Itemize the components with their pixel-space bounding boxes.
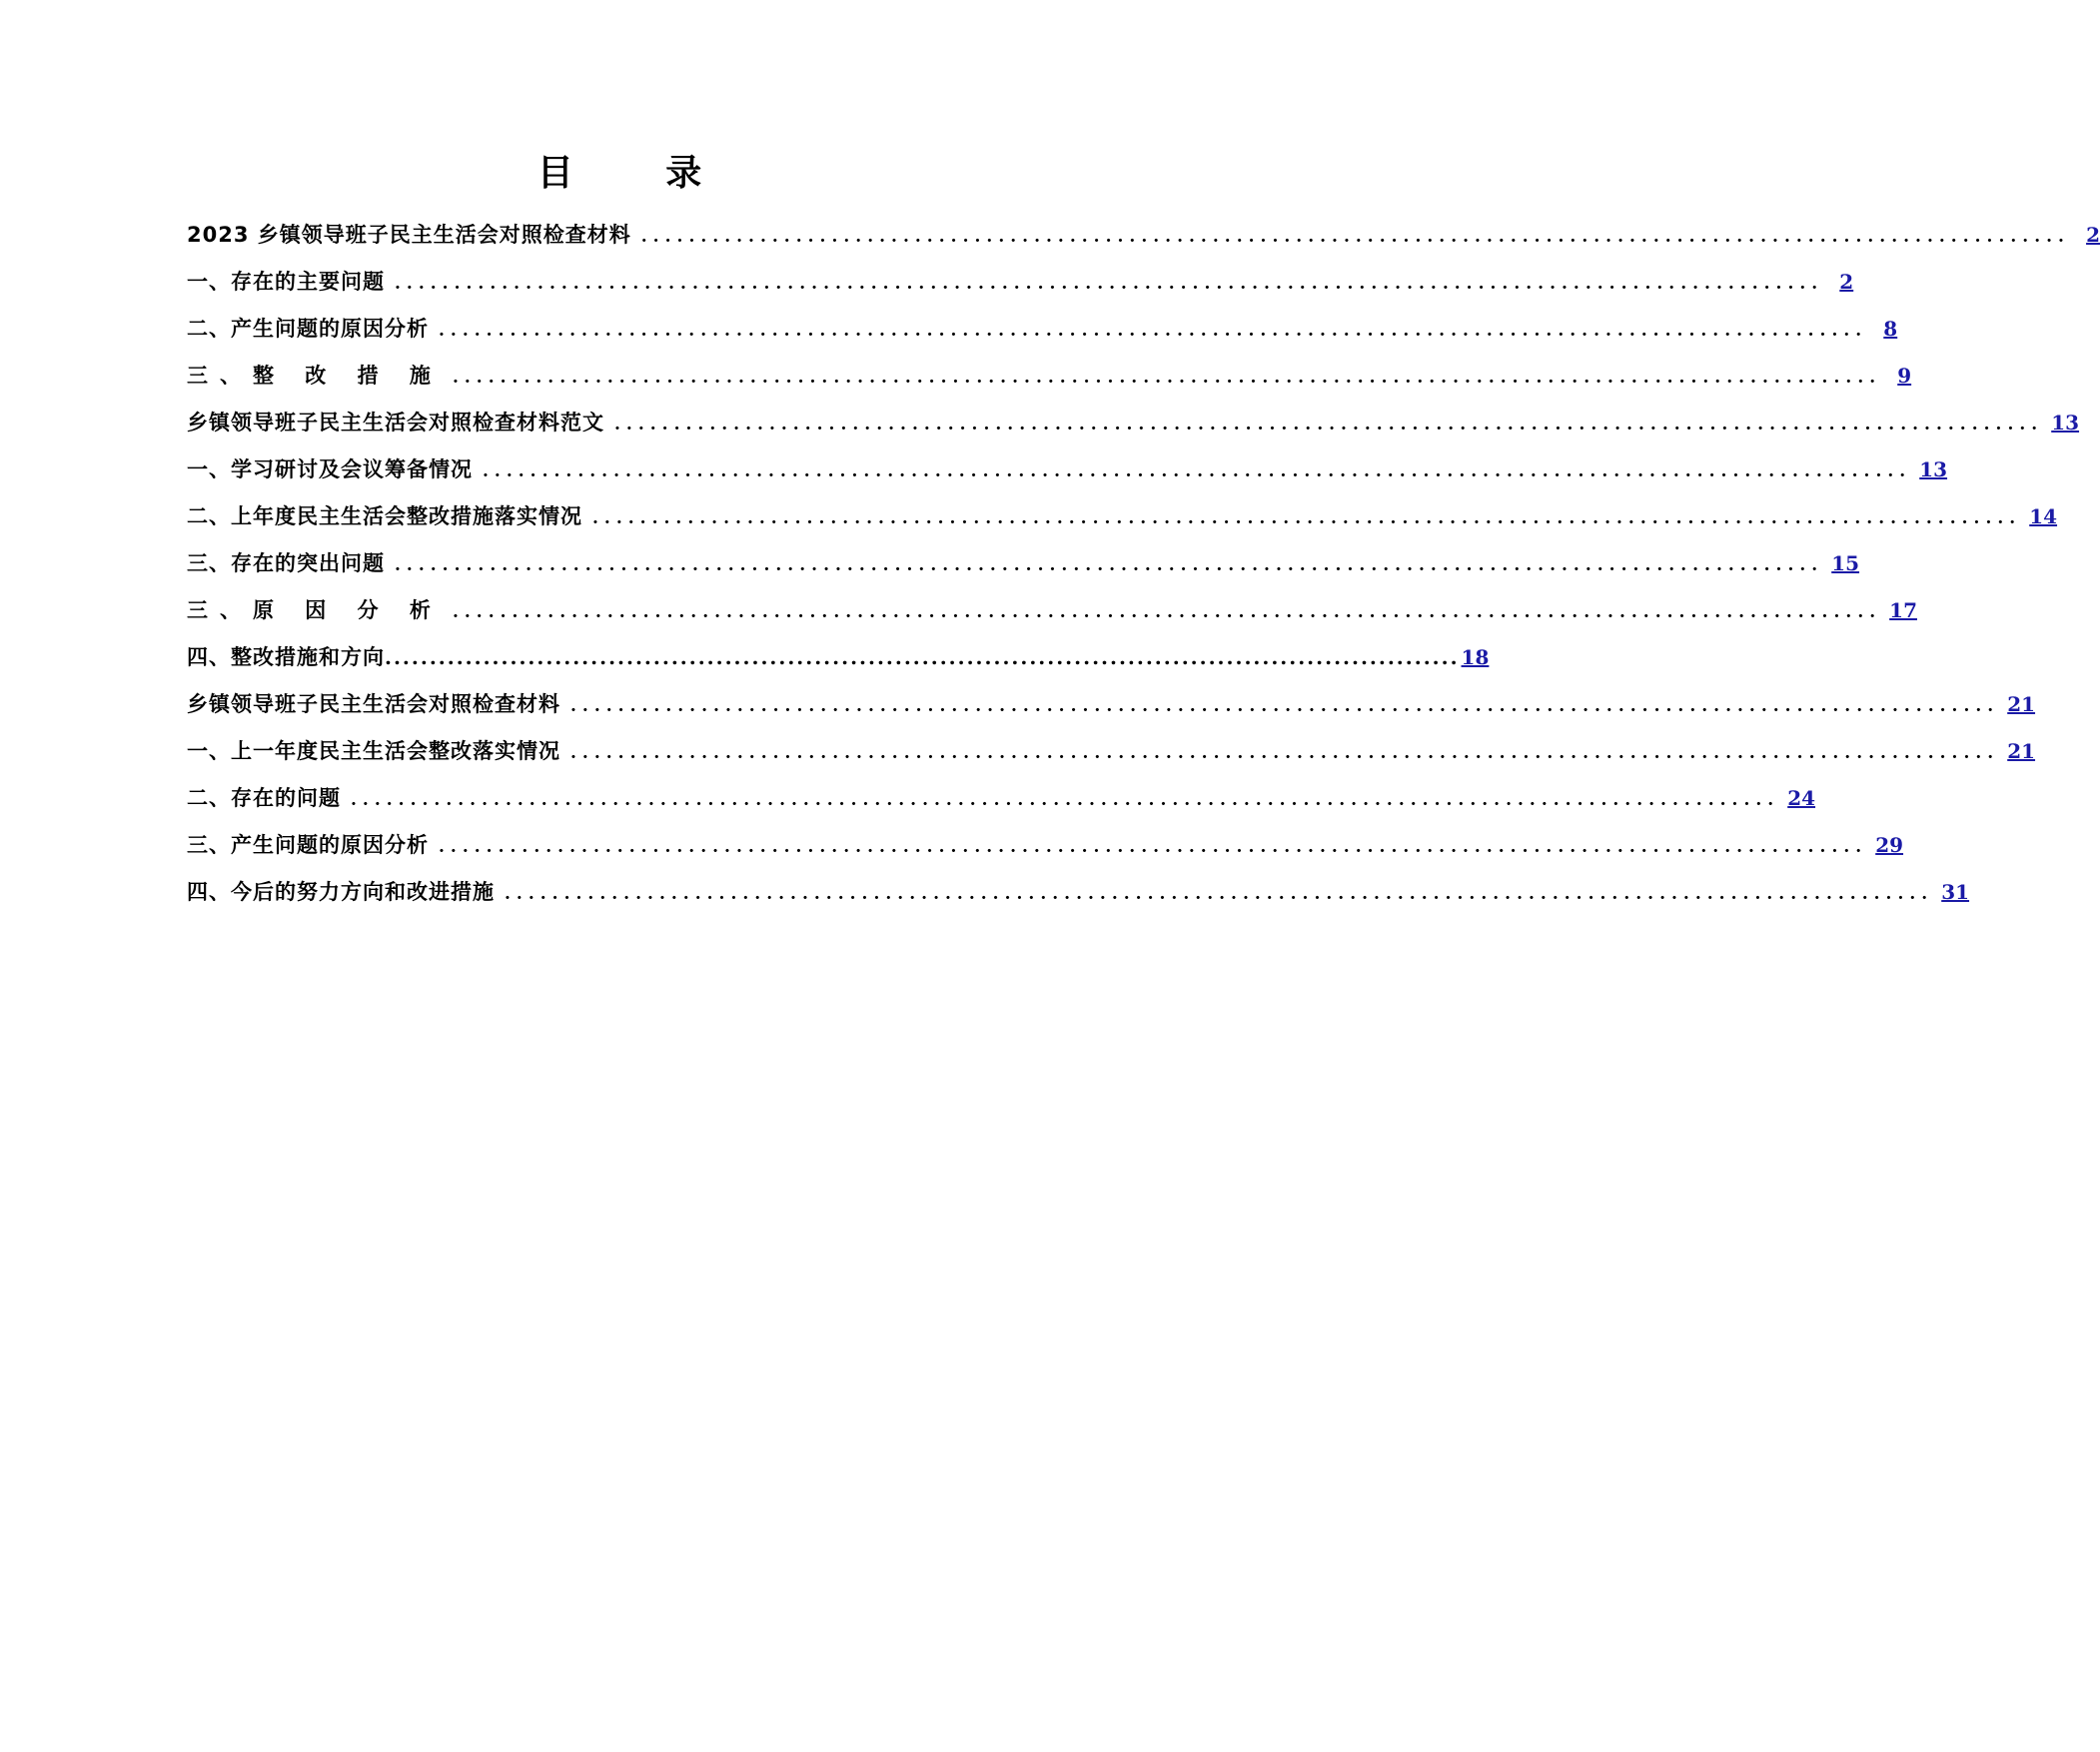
toc-entry-text: 四、整改措施和方向 [187,645,385,669]
toc-entry-text: 三、原 因 分 析 [187,598,443,622]
toc-entry-text: 三、存在的突出问题 [187,551,385,575]
toc-leader-dots: ........................................................................................................................ [592,508,2022,528]
toc-entry-text: 三、产生问题的原因分析 [187,833,429,857]
toc-entry-text: 一、存在的主要问题 [187,270,385,294]
toc-leader-dots: ........................................................................................................................ [483,461,1912,481]
toc-entry[interactable] [187,822,1904,869]
toc-page-link[interactable]: 29 [1875,833,1904,857]
toc-leader-dots: ........................................................................................................................ [570,696,2000,716]
toc-entry[interactable] [187,869,1970,916]
toc-page-link[interactable]: 14 [2029,504,2058,528]
toc-entry[interactable] [187,259,1854,306]
toc-entry[interactable] [187,728,2036,775]
toc-page-link[interactable]: 21 [2007,692,2036,716]
toc-entry-text: 乡镇领导班子民主生活会对照检查材料 [187,692,560,716]
toc-entry[interactable] [187,400,2080,446]
toc-leader-dots: ........................................................................................................................ [505,884,1934,904]
toc-leader-dots: ........................................................................................................................ [439,321,1868,341]
toc-entry-text: 乡镇领导班子民主生活会对照检查材料范文 [187,411,604,435]
toc-entry[interactable] [187,446,1948,493]
toc-title: 目 录 [536,153,742,194]
toc-entry-text: 四、今后的努力方向和改进措施 [187,880,495,904]
toc-leader-dots: ........................................................................................................................ [452,602,1882,622]
toc-page-link[interactable]: 2 [1839,270,1854,294]
toc-page-link[interactable]: 13 [1919,457,1948,481]
toc-entry-text: 二、上年度民主生活会整改措施落实情况 [187,504,582,528]
toc-entry-text: 一、学习研讨及会议筹备情况 [187,457,473,481]
toc-entry-text: 一、上一年度民主生活会整改落实情况 [187,739,560,763]
toc-page-link[interactable]: 13 [2051,411,2080,435]
toc-leader-dots: ........................................................................................................................ [640,227,2070,247]
toc-entry-text: 二、产生问题的原因分析 [187,317,429,341]
toc-page-link[interactable]: 31 [1941,880,1970,904]
toc-page-link[interactable]: 8 [1883,317,1898,341]
toc-leader-dots: ........................................................................................................................ [385,645,1460,669]
toc-page-link[interactable]: 18 [1461,645,1490,669]
toc-entry[interactable] [187,493,2058,540]
toc-page-link[interactable]: 15 [1831,551,1860,575]
toc-list [187,212,2100,916]
toc-entry-text: 二、存在的问题 [187,786,341,810]
toc-leader-dots: ........................................................................................................................ [351,790,1780,810]
toc-page-link[interactable]: 9 [1897,364,1912,388]
toc-leader-dots: ........................................................................................................................ [452,368,1882,388]
toc-entry[interactable] [187,681,2036,728]
toc-leader-dots: ........................................................................................................................ [570,743,2000,763]
toc-entry[interactable] [187,306,1898,353]
toc-page-link[interactable]: 2 [2086,223,2100,247]
toc-entry[interactable] [187,775,1816,822]
toc-leader-dots: ........................................................................................................................ [395,274,1824,294]
toc-leader-dots: ........................................................................................................................ [395,555,1824,575]
toc-entry-text: 三、整 改 措 施 [187,364,443,388]
toc-entry[interactable] [187,634,1490,681]
toc-entry-text: 2023 乡镇领导班子民主生活会对照检查材料 [187,223,631,247]
toc-entry[interactable] [187,540,1860,587]
toc-leader-dots: ........................................................................................................................ [614,415,2044,435]
toc-entry[interactable] [187,353,1912,400]
toc-leader-dots: ........................................................................................................................ [439,837,1868,857]
toc-page-link[interactable]: 17 [1889,598,1917,622]
toc-page-link[interactable]: 24 [1787,786,1816,810]
toc-entry[interactable] [187,587,1917,634]
toc-page-link[interactable]: 21 [2007,739,2036,763]
toc-entry[interactable] [187,212,2100,259]
